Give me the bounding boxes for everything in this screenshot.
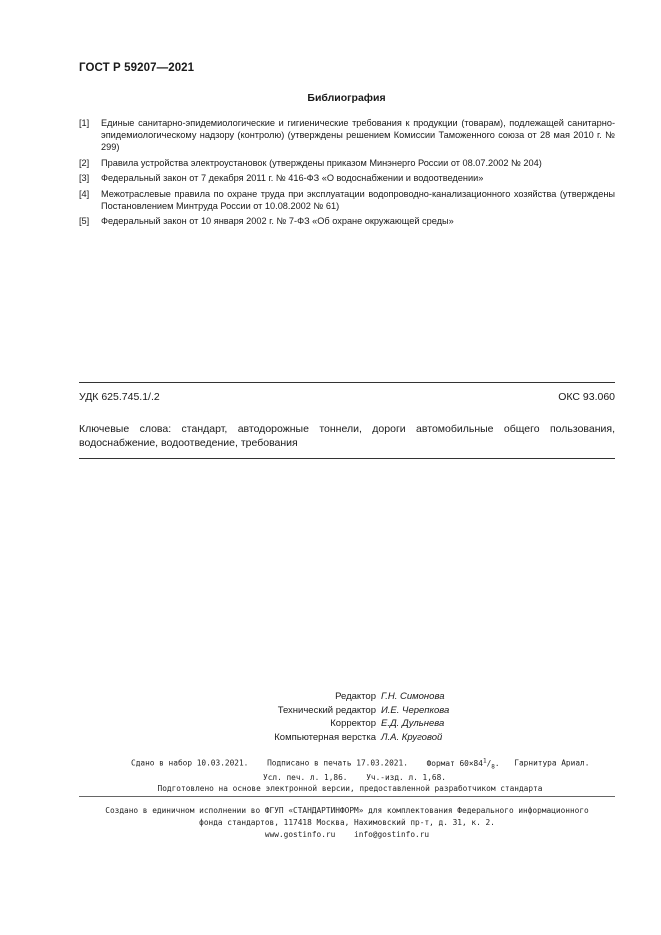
- staff-role: Редактор: [335, 691, 376, 702]
- entry-text: Федеральный закон от 7 декабря 2011 г. № 416-ФЗ «О водоснабжении и водоотведении»: [101, 173, 484, 183]
- staff-role: Корректор: [330, 718, 376, 729]
- prepared-note: Подготовлено на основе электронной версии, предоставленной разработчиком стандарта: [157, 784, 543, 794]
- website-link[interactable]: www.gostinfo.ru: [264, 830, 336, 839]
- staff-name: Е.Д. Дульнева: [381, 718, 445, 729]
- staff-row: [200, 704, 500, 718]
- typeface: Гарнитура Ариал.: [514, 758, 590, 768]
- staff-role: Технический редактор: [277, 704, 376, 716]
- edition-sheets: Уч.-изд. л. 1,68.: [366, 773, 447, 783]
- typeset-date: Сдано в набор 10.03.2021.: [131, 758, 249, 768]
- email-link[interactable]: info@gostinfo.ru: [354, 830, 430, 839]
- classification-row: [79, 391, 615, 403]
- entry-number: [3]: [79, 173, 90, 183]
- bibliography-entry: [79, 117, 615, 153]
- entry-number: [1]: [79, 118, 90, 128]
- print-row: [100, 783, 600, 794]
- print-row: [100, 772, 600, 783]
- bottom-divider: [79, 458, 615, 459]
- staff-name: Г.Н. Симонова: [381, 691, 445, 702]
- top-divider: [79, 382, 615, 383]
- entry-number: [5]: [79, 216, 90, 226]
- entry-text: Федеральный закон от 10 января 2002 г. № 7-ФЗ «Об охране окружающей среды»: [101, 216, 454, 226]
- staff-role: Компьютерная верстка: [274, 731, 376, 743]
- footer-line: Создано в единичном исполнении во ФГУП «СТАНДАРТИНФОРМ» для комплектования Федерального информационного: [105, 806, 589, 815]
- oks-code: ОКС 93.060: [558, 391, 615, 403]
- bibliography-entry: [79, 188, 615, 212]
- signed-date: Подписано в печать 17.03.2021.: [267, 758, 408, 768]
- keywords: Ключевые слова: стандарт, автодорожные тоннели, дороги автомобильные общего пользования, водоснабжение, водоотведение, требования: [79, 423, 615, 449]
- entry-text: Правила устройства электроустановок (утверждены приказом Минэнерго России от 08.07.2002 № 204): [101, 157, 542, 168]
- staff-name: И.Е. Черепкова: [381, 704, 450, 716]
- entry-text: Единые санитарно-эпидемиологические и гигиенические требования к продукции (товарам), подлежащей санитарно-эпидемиологическому надзору (контролю) (утверждены решением Комиссии Таможенного союза от 28 мая 2010 г. № 299): [101, 118, 615, 152]
- staff-name: Л.А. Круговой: [381, 731, 443, 743]
- entry-number: [2]: [79, 157, 90, 168]
- footer-line: фонда стандартов, 117418 Москва, Нахимовский пр-т, д. 31, к. 2.: [199, 818, 495, 827]
- publisher-footer: [79, 805, 615, 841]
- staff-row: [200, 731, 500, 745]
- staff-row: [200, 717, 500, 731]
- entry-number: [4]: [79, 188, 90, 199]
- bibliography-entry: [79, 157, 615, 169]
- print-info: [100, 755, 600, 794]
- udc-code: УДК 625.745.1/.2: [79, 391, 160, 403]
- bibliography-title: Библиография: [307, 92, 386, 104]
- printed-sheets: Усл. печ. л. 1,86.: [263, 773, 348, 783]
- footer-contacts: [79, 829, 615, 841]
- staff-row: [200, 690, 500, 704]
- paper-format: Формат $60\times 84^1/_8$.: [426, 757, 500, 771]
- print-row: [100, 755, 600, 772]
- bibliography-entry: [79, 172, 615, 184]
- entry-text: Межотраслевые правила по охране труда при эксплуатации водопроводно-канализационного хозяйства (утверждены Постановлением Минтруда России от 10.08.2002 № 61): [101, 188, 615, 211]
- footer-divider: [79, 796, 615, 797]
- bibliography-list: [79, 117, 615, 231]
- standard-code: ГОСТ Р 59207—2021: [79, 62, 195, 74]
- bibliography-entry: [79, 215, 615, 227]
- editorial-staff: [200, 690, 500, 744]
